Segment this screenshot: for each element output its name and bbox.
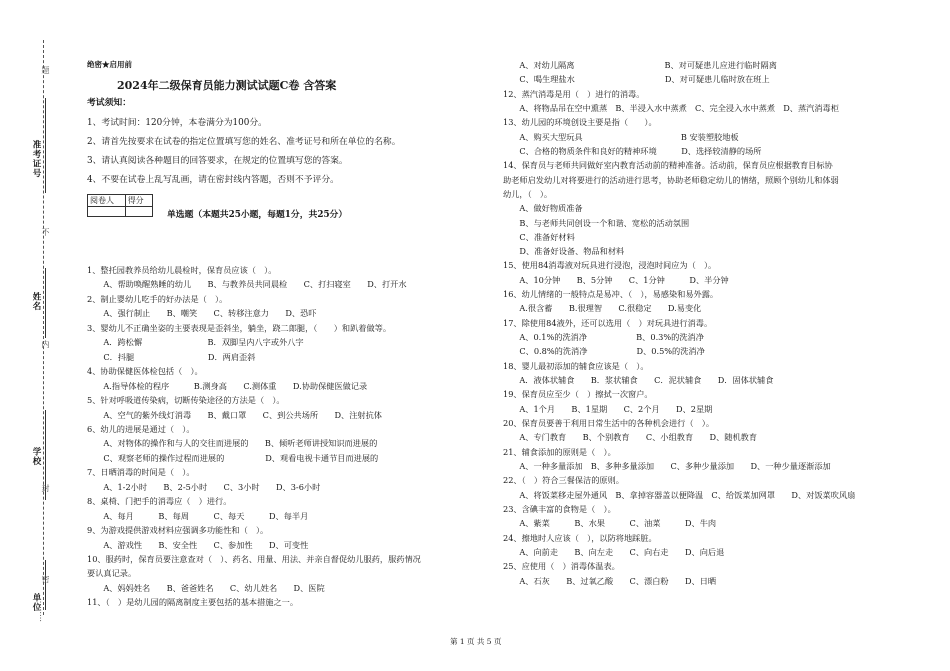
question-line: A、强行制止 B、嘲笑 C、转移注意力 D、恐吓	[87, 308, 317, 319]
question-line: A、1个月 B、1星期 C、2个月 D、2星期	[503, 403, 713, 414]
question-line: 幼儿，（ ）。	[503, 188, 553, 199]
question-line: 21、辅食添加的原则是（ ）。	[503, 446, 616, 457]
question-line: C、喝生理盐水 D、对可疑患儿临时放在班上	[503, 74, 770, 85]
question-line: B、与老师共同创设一个和谐、宽松的活动氛围	[503, 217, 690, 228]
question-line: 22、（ ）符合三餐保洁的原则。	[503, 475, 624, 486]
question-line: C、观察老师的操作过程而进展的 D、观看电视卡通节目而进展的	[87, 452, 379, 463]
margin-label-unit: 单位	[31, 593, 41, 612]
section-heading: 单选题（本题共25小题，每题1分，共25分）	[167, 210, 348, 220]
margin-fill-line-exam-id	[45, 98, 46, 193]
margin-mark-feng: 封	[41, 484, 50, 492]
question-line: A、一种多量添加 B、多种多量添加 C、多种少量添加 D、一种少量逐渐添加	[503, 460, 831, 471]
score-table-cell-grader[interactable]	[88, 207, 126, 217]
question-line: A、每月 B、每周 C、每天 D、每半月	[87, 510, 309, 521]
question-line: 要认真记录。	[87, 568, 137, 579]
question-line: A.指导体检的程序 B.测身高 C.测体重 D.协助保健医做记录	[87, 380, 368, 391]
margin-label-name: 姓名	[31, 292, 41, 311]
margin-mark-ti: 题	[41, 66, 50, 74]
question-line: A、对物体的操作和与人的交往而进展的 B、倾听老师讲授知识而进展的	[87, 438, 378, 449]
question-line: 3、婴幼儿不正确坐姿的主要表现是歪斜坐，躺坐，跷二郎腿，（ ）和趴着做等。	[87, 322, 392, 333]
question-line: 8、桌椅、门把手的消毒应（ ）进行。	[87, 496, 232, 507]
margin-mark-nei: 内	[41, 340, 50, 348]
notice-item: 1、考试时间：120分钟，本卷满分为100分。	[87, 118, 267, 128]
question-line: A、购买大型玩具 B 安装塑胶地板	[503, 131, 739, 142]
question-line: A．液体状辅食 B．浆状辅食 C．泥状辅食 D．固体状辅食	[503, 375, 774, 386]
question-line: 19、保育员应至少（ ）擦拭一次窗户。	[503, 389, 653, 400]
question-line: 20、保育员要善于利用日常生活中的各种机会进行（ ）。	[503, 418, 715, 428]
question-line: A、石灰 B、过氧乙酸 C、漂白粉 D、日晒	[503, 575, 717, 586]
question-line: 9、为游戏提供游戏材料应强调多功能性和（ ）。	[87, 525, 269, 536]
question-line: 1、整托园教养员给幼儿晨检时，保育员应该（ ）。	[87, 265, 277, 275]
question-line: 4、协助保健医体检包括（ ）。	[87, 366, 203, 377]
margin-mark-dots: ………	[38, 598, 47, 622]
question-line: A、将饭菜移走屋外通风 B、拿掉容器盖以便降温 C、给饭菜加网罩 D、对饭菜吹风扇	[503, 489, 856, 500]
question-line: 23、含碘丰富的食物是（ ）。	[503, 503, 616, 514]
question-line: A、0.1%的洗消净 B、0.3%的洗消净	[503, 332, 704, 343]
margin-label-exam-id: 准考证号	[31, 140, 41, 178]
notice-heading: 考试须知：	[87, 98, 131, 108]
question-line: 6、幼儿的进展是通过（ ）。	[87, 423, 195, 434]
score-table-header-grader: 阅卷人	[88, 195, 126, 207]
margin-mark-mi: 密	[41, 575, 50, 583]
question-line: A、帮助唤醒熟睡的幼儿 B、与教养员共同晨检 C、打扫寝室 D、打开水	[87, 279, 407, 290]
question-line: A、将物品吊在空中熏蒸 B、半浸入水中蒸煮 C、完全浸入水中蒸煮 D、蒸汽消毒柜	[503, 102, 839, 113]
score-table	[87, 194, 153, 217]
question-line: 25、应使用（ ）消毒体温表。	[503, 561, 620, 572]
page-title: 2024年二级保育员能力测试试题C卷 含答案	[117, 79, 337, 92]
margin-fill-line-name	[45, 268, 46, 338]
question-line: A、空气的紫外线灯消毒 B、戴口罩 C、到公共场所 D、注射抗体	[87, 409, 382, 420]
score-table-header-score: 得分	[125, 195, 152, 207]
question-line: 11、（ ）是幼儿园的隔离制度主要包括的基本措施之一。	[87, 597, 299, 608]
question-line: A．跨松懈 B．双脚呈内八字或外八字	[87, 337, 304, 348]
question-line: D、准备好设备、物品和材料	[503, 246, 625, 257]
question-line: A、向前走 B、向左走 C、向右走 D、向后退	[503, 546, 725, 557]
question-line: 14、保育员与老师共同做好室内教育活动前的精神准备。活动前，保育员应根据教育目标协	[503, 160, 833, 171]
binding-dashed-line	[43, 40, 44, 615]
notice-item: 2、请首先按要求在试卷的指定位置填写您的姓名、准考证号和所在单位的名称。	[87, 137, 401, 147]
question-line: C、准备好材料	[503, 231, 575, 242]
question-line: A、10分钟 B、5分钟 C、1分钟 D、半分钟	[503, 274, 729, 285]
question-line: 15、使用84消毒液对玩具进行浸泡，浸泡时间应为（ ）。	[503, 260, 717, 271]
question-line: 24、擦地时人应该（ ），以防将地踩脏。	[503, 532, 657, 543]
question-line: 7、日晒消毒的时间是（ ）。	[87, 467, 195, 478]
question-line: C、合格的物质条件和良好的精神环境 D、选择较清静的场所	[503, 145, 762, 156]
question-line: 2、制止婴幼儿吃手的好办法是（ ）。	[87, 293, 228, 304]
question-line: A、对幼儿隔离 B、对可疑患儿应进行临时隔离	[503, 60, 777, 70]
notice-item: 3、请认真阅读各种题目的回答要求，在规定的位置填写您的答案。	[87, 156, 348, 166]
notice-item: 4、不要在试卷上乱写乱画，请在密封线内答题，否则不予评分。	[87, 175, 339, 185]
question-line: 10、服药时，保育员要注意查对（ ）、药名、用量、用法、并亲自督促幼儿服药，服药情况	[87, 554, 421, 564]
margin-mark-bu: 不	[41, 228, 50, 236]
question-line: 16、幼儿情绪的一般特点是易冲、（ ），易感染和易外露。	[503, 289, 719, 300]
question-line: A、妈妈姓名 B、爸爸姓名 C、幼儿姓名 D、医院	[87, 582, 325, 593]
question-line: C、0.8%的洗消净 D、0.5%的洗消净	[503, 346, 705, 357]
question-line: A、游戏性 B、安全性 C、参加性 D、可变性	[87, 539, 309, 550]
question-line: A、1-2小时 B、2-5小时 C、3小时 D、3-6小时	[87, 481, 321, 492]
question-line: 12、蒸汽消毒是用（ ）进行的消毒。	[503, 88, 645, 99]
secret-label: 绝密★启用前	[87, 60, 132, 69]
question-line: A.很含蓄 B.很理智 C.很稳定 D.易变化	[503, 303, 702, 314]
page-footer: 第 1 页 共 5 页	[450, 637, 502, 646]
question-line: 18、婴儿最初添加的辅食应该是（ ）。	[503, 360, 649, 371]
question-line: 17、除使用84液外，还可以选用（ ）对玩具进行消毒。	[503, 317, 713, 328]
question-line: C．抖腿 D．两肩歪斜	[87, 351, 256, 362]
margin-label-school: 学校	[31, 447, 41, 466]
question-line: 13、幼儿园的环境创设主要是指（ ）。	[503, 117, 657, 128]
question-line: A、做好物质准备	[503, 203, 583, 214]
question-line: A、紫菜 B、水果 C、油菜 D、牛肉	[503, 518, 717, 529]
question-line: A、专门教育 B、个别教育 C、小组教育 D、随机教育	[503, 432, 758, 443]
question-line: 助老师启发幼儿对将要进行的活动进行思考，协助老师稳定幼儿的情绪，照顾个别幼儿和体弱	[503, 174, 839, 185]
question-line: 5、针对呼吸道传染病，切断传染途径的方法是（ ）。	[87, 395, 285, 406]
score-table-cell-score[interactable]	[125, 207, 152, 217]
